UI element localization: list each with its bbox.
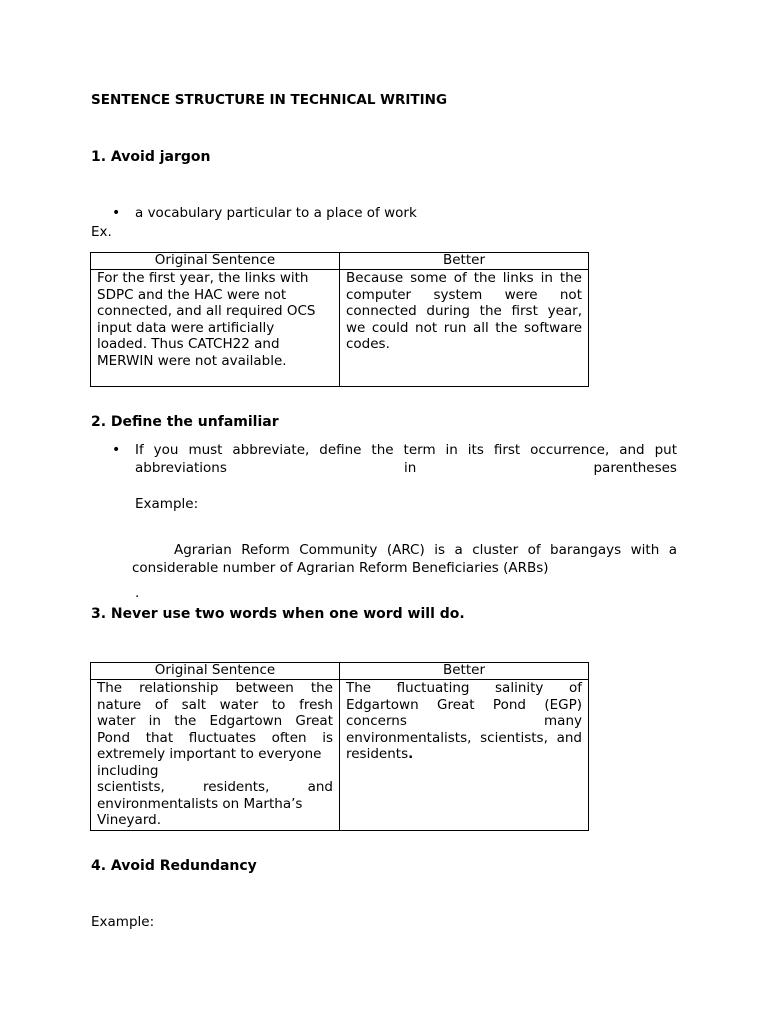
ex-label: Ex. (91, 224, 112, 240)
text-word: abbreviations (135, 460, 227, 476)
section-2-heading: 2. Define the unfamiliar (91, 414, 279, 430)
text-line: The relationship between the (97, 680, 333, 696)
text-line: For the first year, the links with (97, 270, 309, 286)
text-line: Edgartown Great Pond (EGP) (346, 696, 582, 713)
bullet-text: If you must abbreviate, define the term in its first occurrence, and put (135, 442, 677, 458)
bullet-dot: • (112, 442, 121, 458)
better-sentence-cell (340, 270, 589, 387)
text-line: environmentalists on Martha’s (97, 795, 303, 812)
text-fragment: residents (346, 746, 409, 762)
text-line: MERWIN were not available. (97, 352, 287, 369)
bullet-text: a vocabulary particular to a place of work (135, 205, 417, 221)
text-line: computer system were not (346, 286, 582, 303)
text-line: The fluctuating salinity of (346, 680, 582, 696)
text-line: input data were artificially (97, 319, 275, 336)
section-1-heading: 1. Avoid jargon (91, 149, 211, 165)
text-line: Because some of the links in the (346, 270, 582, 286)
text-line: codes. (346, 336, 390, 352)
text-line: Pond that fluctuates often is (97, 729, 333, 746)
stray-period: . (135, 585, 140, 601)
bullet-dot: • (112, 205, 121, 221)
table-header-original: Original Sentence (91, 253, 340, 270)
comparison-table-2 (90, 662, 589, 831)
text-line: loaded. Thus CATCH22 and (97, 336, 280, 352)
text-line (346, 746, 582, 763)
example-label: Example: (91, 914, 155, 930)
example-text: Agrarian Reform Community (ARC) is a cluster of barangays with a (174, 542, 677, 558)
table-header-better: Better (340, 253, 589, 270)
table-header-original: Original Sentence (91, 663, 340, 680)
bold-period: . (408, 746, 414, 762)
text-line: we could not run all the software (346, 319, 582, 336)
section-4-heading: 4. Avoid Redundancy (91, 858, 257, 874)
page-title: SENTENCE STRUCTURE IN TECHNICAL WRITING (91, 92, 448, 108)
text-line: water in the Edgartown Great (97, 713, 333, 729)
text-line: connected during the first year, (346, 303, 582, 319)
text-line: connected, and all required OCS (97, 303, 316, 319)
text-line: nature of salt water to fresh (97, 696, 333, 713)
table-header-better: Better (340, 663, 589, 680)
text-word: in (404, 460, 417, 476)
section-3-heading: 3. Never use two words when one word will do. (91, 606, 465, 622)
comparison-table-1 (90, 252, 589, 387)
text-line: concerns many (346, 713, 582, 729)
original-sentence-cell (91, 680, 340, 831)
text-line: scientists, residents, and (97, 779, 333, 795)
better-sentence-cell (340, 680, 589, 831)
text-line: environmentalists, scientists, and (346, 729, 582, 746)
example-text-line-2: considerable number of Agrarian Reform Beneficiaries (ARBs) (132, 560, 549, 576)
example-label: Example: (135, 496, 199, 512)
original-sentence-cell (91, 270, 340, 387)
text-line: Vineyard. (97, 812, 161, 828)
text-line: including (97, 762, 159, 779)
text-line: extremely important to everyone (97, 746, 322, 762)
bullet-text-line-2 (135, 460, 677, 477)
text-line: SDPC and the HAC were not (97, 286, 287, 303)
text-word: parentheses (593, 460, 677, 476)
